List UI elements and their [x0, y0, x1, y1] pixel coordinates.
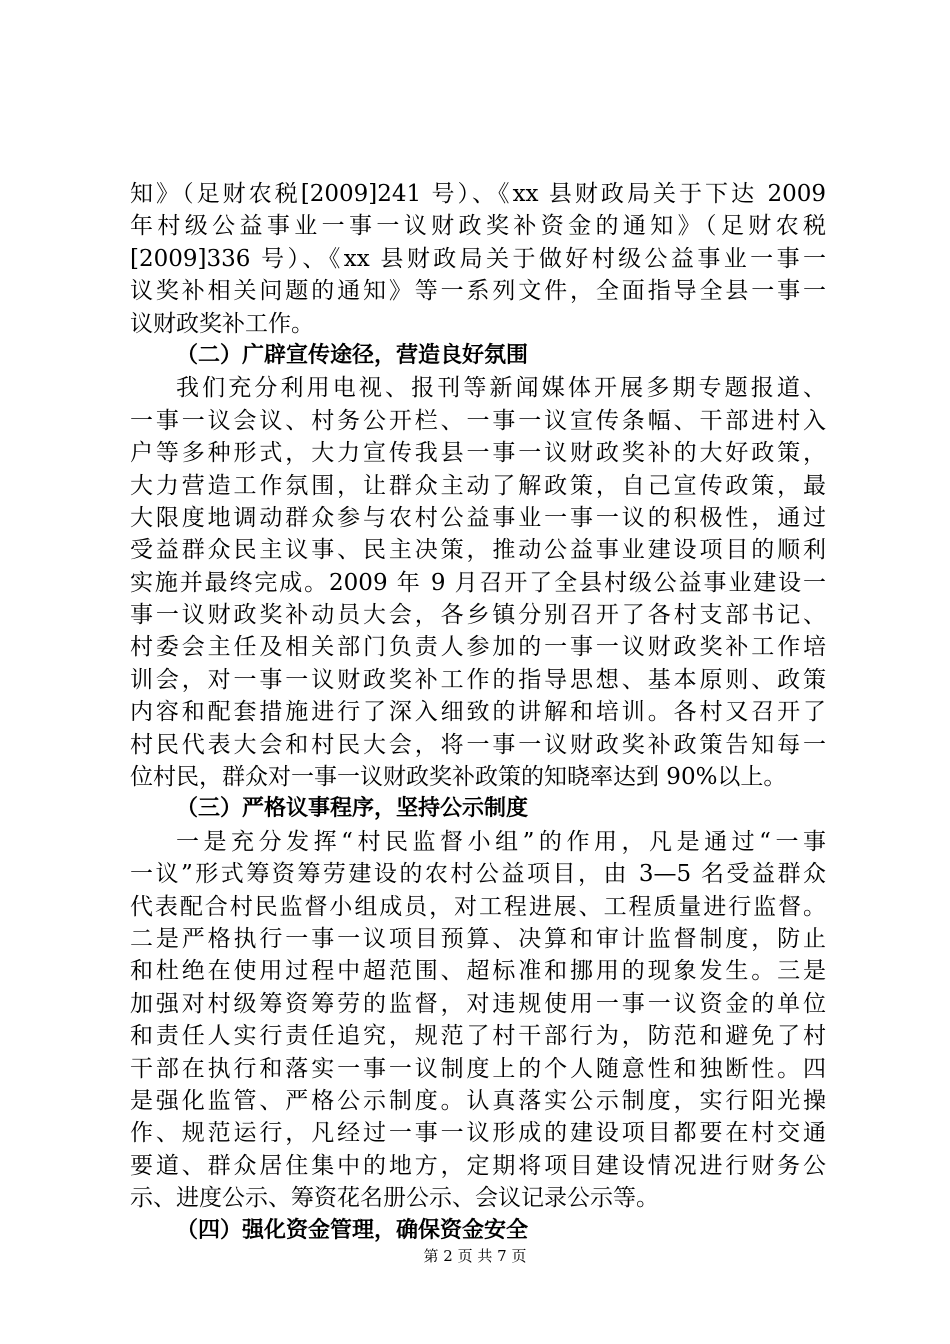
- paragraph-line: 位村民，群众对一事一议财政奖补政策的知晓率达到 90%以上。: [130, 764, 787, 791]
- paragraph-line: 一议”形式筹资筹劳建设的农村公益项目，由 3—5 名受益群众: [130, 861, 826, 888]
- paragraph-line: 二是严格执行一事一议项目预算、决算和审计监督制度，防止: [130, 925, 826, 952]
- paragraph-line: 和责任人实行责任追究，规范了村干部行为，防范和避免了村: [130, 1023, 826, 1050]
- page-footer: 第 2 页 共 7 页: [423, 1247, 527, 1265]
- paragraph-line: 议奖补相关问题的通知》等一系列文件，全面指导全县一事一: [130, 278, 826, 305]
- paragraph-line: 加强对村级筹资筹劳的监督，对违规使用一事一议资金的单位: [130, 990, 826, 1017]
- section-heading: （四）强化资金管理，确保资金安全: [176, 1217, 529, 1243]
- paragraph-line: 知》（足财农税[2009]241 号）、《xx 县财政局关于下达 2009: [130, 181, 826, 207]
- section-heading: （二）广辟宣传途径，营造良好氛围: [176, 342, 529, 368]
- paragraph-line: 训会，对一事一议财政奖补工作的指导思想、基本原则、政策: [130, 666, 826, 693]
- paragraph-line: 村民代表大会和村民大会，将一事一议财政奖补政策告知每一: [130, 731, 826, 758]
- paragraph-line: 事一议财政奖补动员大会，各乡镇分别召开了各村支部书记、: [130, 602, 826, 629]
- paragraph-line: 作、规范运行，凡经过一事一议形成的建设项目都要在村交通: [130, 1120, 826, 1147]
- paragraph-line: 大限度地调动群众参与农村公益事业一事一议的积极性，通过: [130, 504, 826, 531]
- paragraph-line: 年村级公益事业一事一议财政奖补资金的通知》（足财农税: [130, 213, 826, 240]
- paragraph-line: 示、进度公示、筹资花名册公示、会议记录公示等。: [130, 1185, 659, 1212]
- paragraph-line: 大力营造工作氛围，让群众主动了解政策，自己宣传政策，最: [130, 472, 826, 499]
- paragraph-line: 内容和配套措施进行了深入细致的讲解和培训。各村又召开了: [130, 699, 826, 726]
- paragraph-line: 一事一议会议、村务公开栏、一事一议宣传条幅、干部进村入: [130, 407, 826, 434]
- paragraph-line: 是强化监管、严格公示制度。认真落实公示制度，实行阳光操: [130, 1087, 826, 1114]
- document-body: [130, 178, 826, 1247]
- paragraph-line: 我们充分利用电视、报刊等新闻媒体开展多期专题报道、: [176, 375, 826, 402]
- paragraph-line: [2009]336 号）、《xx 县财政局关于做好村级公益事业一事一: [130, 245, 826, 272]
- paragraph-line: 代表配合村民监督小组成员，对工程进展、工程质量进行监督。: [130, 893, 826, 920]
- paragraph-line: 户等多种形式，大力宣传我县一事一议财政奖补的大好政策，: [130, 440, 826, 467]
- paragraph-line: 和杜绝在使用过程中超范围、超标准和挪用的现象发生。三是: [130, 958, 826, 985]
- paragraph-line: 实施并最终完成。2009 年 9 月召开了全县村级公益事业建设一: [130, 569, 826, 596]
- paragraph-line: 要道、群众居住集中的地方，定期将项目建设情况进行财务公: [130, 1152, 826, 1179]
- paragraph-line: 一是充分发挥“村民监督小组”的作用，凡是通过“一事: [176, 828, 826, 855]
- paragraph-line: 议财政奖补工作。: [130, 310, 314, 337]
- section-heading: （三）严格议事程序，坚持公示制度: [176, 796, 529, 822]
- paragraph-line: 村委会主任及相关部门负责人参加的一事一议财政奖补工作培: [130, 634, 826, 661]
- paragraph-line: 干部在执行和落实一事一议制度上的个人随意性和独断性。四: [130, 1055, 826, 1082]
- paragraph-line: 受益群众民主议事、民主决策，推动公益事业建设项目的顺利: [130, 537, 826, 564]
